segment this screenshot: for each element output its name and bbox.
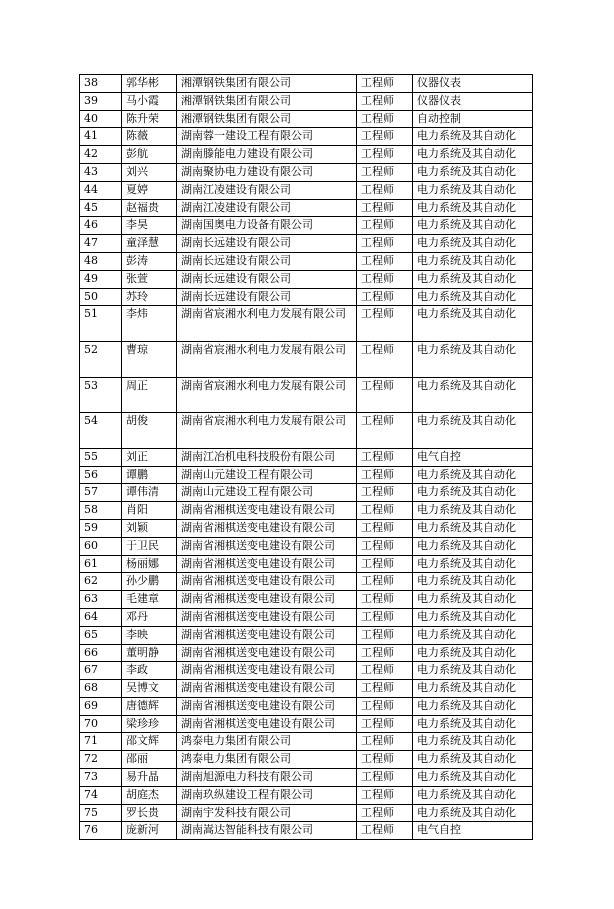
person-name-cell: 彭航 [122,146,177,164]
row-number-cell: 38 [80,75,122,93]
row-number-cell: 46 [80,217,122,235]
person-name-cell: 孙少鹏 [122,573,177,591]
table-row [80,626,533,644]
table-row [80,697,533,715]
table-row [80,822,533,840]
organization-cell: 湖南省宸湘水利电力发展有限公司 [177,341,357,377]
person-name-cell: 于卫民 [122,537,177,555]
row-number-cell: 52 [80,341,122,377]
organization-cell: 湖南省宸湘水利电力发展有限公司 [177,413,357,449]
row-number-cell: 76 [80,822,122,840]
specialty-cell: 电力系统及其自动化 [413,128,533,146]
person-name-cell: 周正 [122,377,177,413]
person-name-cell: 罗长贵 [122,804,177,822]
personnel-table [79,74,533,840]
job-title-cell: 工程师 [357,377,413,413]
specialty-cell: 电力系统及其自动化 [413,644,533,662]
table-row [80,786,533,804]
organization-cell: 湖南省湘棋送变电建设有限公司 [177,697,357,715]
job-title-cell: 工程师 [357,502,413,520]
organization-cell: 湖南江凌建设有限公司 [177,181,357,199]
table-row [80,181,533,199]
specialty-cell: 电力系统及其自动化 [413,199,533,217]
organization-cell: 湖南山元建设工程有限公司 [177,484,357,502]
row-number-cell: 69 [80,697,122,715]
person-name-cell: 董明静 [122,644,177,662]
job-title-cell: 工程师 [357,413,413,449]
table-row [80,217,533,235]
table-row [80,377,533,413]
row-number-cell: 64 [80,608,122,626]
person-name-cell: 刘兴 [122,163,177,181]
organization-cell: 湖南长远建设有限公司 [177,252,357,270]
person-name-cell: 郭华彬 [122,75,177,93]
row-number-cell: 42 [80,146,122,164]
person-name-cell: 易升晶 [122,769,177,787]
organization-cell: 湖南滕能电力建设有限公司 [177,146,357,164]
row-number-cell: 55 [80,448,122,466]
person-name-cell: 梁珍珍 [122,715,177,733]
organization-cell: 湖南江冶机电科技股份有限公司 [177,448,357,466]
job-title-cell: 工程师 [357,519,413,537]
specialty-cell: 电力系统及其自动化 [413,252,533,270]
table-row [80,662,533,680]
table-row [80,270,533,288]
row-number-cell: 43 [80,163,122,181]
specialty-cell: 电力系统及其自动化 [413,163,533,181]
specialty-cell: 电力系统及其自动化 [413,413,533,449]
specialty-cell: 电力系统及其自动化 [413,519,533,537]
row-number-cell: 49 [80,270,122,288]
person-name-cell: 夏婷 [122,181,177,199]
specialty-cell: 电力系统及其自动化 [413,181,533,199]
row-number-cell: 72 [80,751,122,769]
row-number-cell: 73 [80,769,122,787]
table-row [80,502,533,520]
job-title-cell: 工程师 [357,769,413,787]
row-number-cell: 44 [80,181,122,199]
table-row [80,252,533,270]
row-number-cell: 50 [80,288,122,306]
job-title-cell: 工程师 [357,680,413,698]
table-row [80,484,533,502]
row-number-cell: 58 [80,502,122,520]
person-name-cell: 邓丹 [122,608,177,626]
specialty-cell: 电力系统及其自动化 [413,555,533,573]
job-title-cell: 工程师 [357,163,413,181]
organization-cell: 湖南江凌建设有限公司 [177,199,357,217]
table-row [80,448,533,466]
organization-cell: 鸿泰电力集团有限公司 [177,733,357,751]
person-name-cell: 刘正 [122,448,177,466]
table-row [80,715,533,733]
table-row [80,413,533,449]
person-name-cell: 李映 [122,626,177,644]
person-name-cell: 马小霞 [122,92,177,110]
row-number-cell: 56 [80,466,122,484]
table-row [80,537,533,555]
person-name-cell: 杨丽娜 [122,555,177,573]
table-row [80,146,533,164]
table-row [80,591,533,609]
job-title-cell: 工程师 [357,555,413,573]
row-number-cell: 41 [80,128,122,146]
specialty-cell: 电力系统及其自动化 [413,306,533,342]
row-number-cell: 53 [80,377,122,413]
organization-cell: 湘潭钢铁集团有限公司 [177,110,357,128]
specialty-cell: 电力系统及其自动化 [413,341,533,377]
table-row [80,110,533,128]
job-title-cell: 工程师 [357,235,413,253]
specialty-cell: 电力系统及其自动化 [413,804,533,822]
organization-cell: 湖南省湘棋送变电建设有限公司 [177,519,357,537]
table-row [80,769,533,787]
specialty-cell: 电力系统及其自动化 [413,377,533,413]
job-title-cell: 工程师 [357,804,413,822]
table-row [80,466,533,484]
table-row [80,75,533,93]
organization-cell: 湖南长远建设有限公司 [177,270,357,288]
job-title-cell: 工程师 [357,626,413,644]
specialty-cell: 电力系统及其自动化 [413,751,533,769]
organization-cell: 湖南长远建设有限公司 [177,235,357,253]
job-title-cell: 工程师 [357,341,413,377]
person-name-cell: 邵文辉 [122,733,177,751]
job-title-cell: 工程师 [357,146,413,164]
organization-cell: 湖南省湘棋送变电建设有限公司 [177,502,357,520]
specialty-cell: 电力系统及其自动化 [413,217,533,235]
specialty-cell: 电气自控 [413,448,533,466]
job-title-cell: 工程师 [357,697,413,715]
organization-cell: 湖南聚协电力建设有限公司 [177,163,357,181]
specialty-cell: 电气自控 [413,822,533,840]
person-name-cell: 李炜 [122,306,177,342]
organization-cell: 湖南蓉一建设工程有限公司 [177,128,357,146]
row-number-cell: 74 [80,786,122,804]
job-title-cell: 工程师 [357,537,413,555]
organization-cell: 湖南省湘棋送变电建设有限公司 [177,626,357,644]
specialty-cell: 电力系统及其自动化 [413,626,533,644]
job-title-cell: 工程师 [357,786,413,804]
job-title-cell: 工程师 [357,448,413,466]
row-number-cell: 66 [80,644,122,662]
organization-cell: 湖南省湘棋送变电建设有限公司 [177,537,357,555]
person-name-cell: 刘颖 [122,519,177,537]
job-title-cell: 工程师 [357,822,413,840]
person-name-cell: 彭涛 [122,252,177,270]
organization-cell: 湘潭钢铁集团有限公司 [177,92,357,110]
job-title-cell: 工程师 [357,484,413,502]
organization-cell: 湖南宇发科技有限公司 [177,804,357,822]
specialty-cell: 电力系统及其自动化 [413,502,533,520]
job-title-cell: 工程师 [357,715,413,733]
table-row [80,608,533,626]
job-title-cell: 工程师 [357,751,413,769]
organization-cell: 湖南嵩达智能科技有限公司 [177,822,357,840]
specialty-cell: 电力系统及其自动化 [413,466,533,484]
row-number-cell: 70 [80,715,122,733]
row-number-cell: 57 [80,484,122,502]
table-row [80,519,533,537]
specialty-cell: 电力系统及其自动化 [413,769,533,787]
job-title-cell: 工程师 [357,128,413,146]
specialty-cell: 电力系统及其自动化 [413,662,533,680]
specialty-cell: 电力系统及其自动化 [413,680,533,698]
row-number-cell: 47 [80,235,122,253]
person-name-cell: 苏玲 [122,288,177,306]
organization-cell: 湖南国奥电力设备有限公司 [177,217,357,235]
job-title-cell: 工程师 [357,110,413,128]
specialty-cell: 电力系统及其自动化 [413,697,533,715]
specialty-cell: 电力系统及其自动化 [413,235,533,253]
person-name-cell: 唐德辉 [122,697,177,715]
table-row [80,341,533,377]
person-name-cell: 邵丽 [122,751,177,769]
organization-cell: 湖南省宸湘水利电力发展有限公司 [177,377,357,413]
table-body [80,75,533,840]
table-row [80,306,533,342]
table-row [80,163,533,181]
organization-cell: 湖南旭源电力科技有限公司 [177,769,357,787]
person-name-cell: 陈薇 [122,128,177,146]
specialty-cell: 电力系统及其自动化 [413,733,533,751]
table-row [80,555,533,573]
row-number-cell: 67 [80,662,122,680]
job-title-cell: 工程师 [357,662,413,680]
specialty-cell: 仪器仪表 [413,75,533,93]
table-row [80,199,533,217]
specialty-cell: 自动控制 [413,110,533,128]
specialty-cell: 电力系统及其自动化 [413,270,533,288]
specialty-cell: 仪器仪表 [413,92,533,110]
job-title-cell: 工程师 [357,644,413,662]
job-title-cell: 工程师 [357,306,413,342]
person-name-cell: 童泽慧 [122,235,177,253]
table-row [80,235,533,253]
table-row [80,644,533,662]
person-name-cell: 谭鹏 [122,466,177,484]
person-name-cell: 李政 [122,662,177,680]
row-number-cell: 39 [80,92,122,110]
table-row [80,680,533,698]
table-row [80,733,533,751]
organization-cell: 湖南省湘棋送变电建设有限公司 [177,591,357,609]
row-number-cell: 51 [80,306,122,342]
job-title-cell: 工程师 [357,252,413,270]
row-number-cell: 68 [80,680,122,698]
job-title-cell: 工程师 [357,466,413,484]
table-row [80,128,533,146]
organization-cell: 湘潭钢铁集团有限公司 [177,75,357,93]
table-row [80,92,533,110]
person-name-cell: 谭伟清 [122,484,177,502]
job-title-cell: 工程师 [357,92,413,110]
organization-cell: 湖南省湘棋送变电建设有限公司 [177,608,357,626]
organization-cell: 湖南长远建设有限公司 [177,288,357,306]
organization-cell: 湖南山元建设工程有限公司 [177,466,357,484]
person-name-cell: 吴博文 [122,680,177,698]
row-number-cell: 61 [80,555,122,573]
row-number-cell: 62 [80,573,122,591]
job-title-cell: 工程师 [357,181,413,199]
row-number-cell: 60 [80,537,122,555]
job-title-cell: 工程师 [357,75,413,93]
person-name-cell: 胡庭杰 [122,786,177,804]
person-name-cell: 陈升荣 [122,110,177,128]
person-name-cell: 曹琼 [122,341,177,377]
person-name-cell: 毛建章 [122,591,177,609]
organization-cell: 湖南玖纵建设工程有限公司 [177,786,357,804]
specialty-cell: 电力系统及其自动化 [413,484,533,502]
person-name-cell: 胡俊 [122,413,177,449]
table-row [80,573,533,591]
row-number-cell: 48 [80,252,122,270]
specialty-cell: 电力系统及其自动化 [413,608,533,626]
job-title-cell: 工程师 [357,733,413,751]
specialty-cell: 电力系统及其自动化 [413,537,533,555]
job-title-cell: 工程师 [357,270,413,288]
table-row [80,288,533,306]
organization-cell: 湖南省湘棋送变电建设有限公司 [177,662,357,680]
row-number-cell: 54 [80,413,122,449]
specialty-cell: 电力系统及其自动化 [413,591,533,609]
person-name-cell: 肖阳 [122,502,177,520]
job-title-cell: 工程师 [357,591,413,609]
organization-cell: 湖南省湘棋送变电建设有限公司 [177,573,357,591]
row-number-cell: 65 [80,626,122,644]
specialty-cell: 电力系统及其自动化 [413,146,533,164]
specialty-cell: 电力系统及其自动化 [413,573,533,591]
job-title-cell: 工程师 [357,217,413,235]
row-number-cell: 71 [80,733,122,751]
job-title-cell: 工程师 [357,288,413,306]
organization-cell: 湖南省湘棋送变电建设有限公司 [177,644,357,662]
organization-cell: 湖南省宸湘水利电力发展有限公司 [177,306,357,342]
specialty-cell: 电力系统及其自动化 [413,786,533,804]
row-number-cell: 63 [80,591,122,609]
organization-cell: 湖南省湘棋送变电建设有限公司 [177,555,357,573]
table-row [80,804,533,822]
job-title-cell: 工程师 [357,608,413,626]
person-name-cell: 庞新河 [122,822,177,840]
row-number-cell: 75 [80,804,122,822]
organization-cell: 湖南省湘棋送变电建设有限公司 [177,680,357,698]
specialty-cell: 电力系统及其自动化 [413,288,533,306]
specialty-cell: 电力系统及其自动化 [413,715,533,733]
job-title-cell: 工程师 [357,573,413,591]
row-number-cell: 40 [80,110,122,128]
person-name-cell: 李昊 [122,217,177,235]
row-number-cell: 59 [80,519,122,537]
row-number-cell: 45 [80,199,122,217]
person-name-cell: 张萱 [122,270,177,288]
organization-cell: 湖南省湘棋送变电建设有限公司 [177,715,357,733]
table-row [80,751,533,769]
job-title-cell: 工程师 [357,199,413,217]
organization-cell: 鸿泰电力集团有限公司 [177,751,357,769]
person-name-cell: 赵福贵 [122,199,177,217]
